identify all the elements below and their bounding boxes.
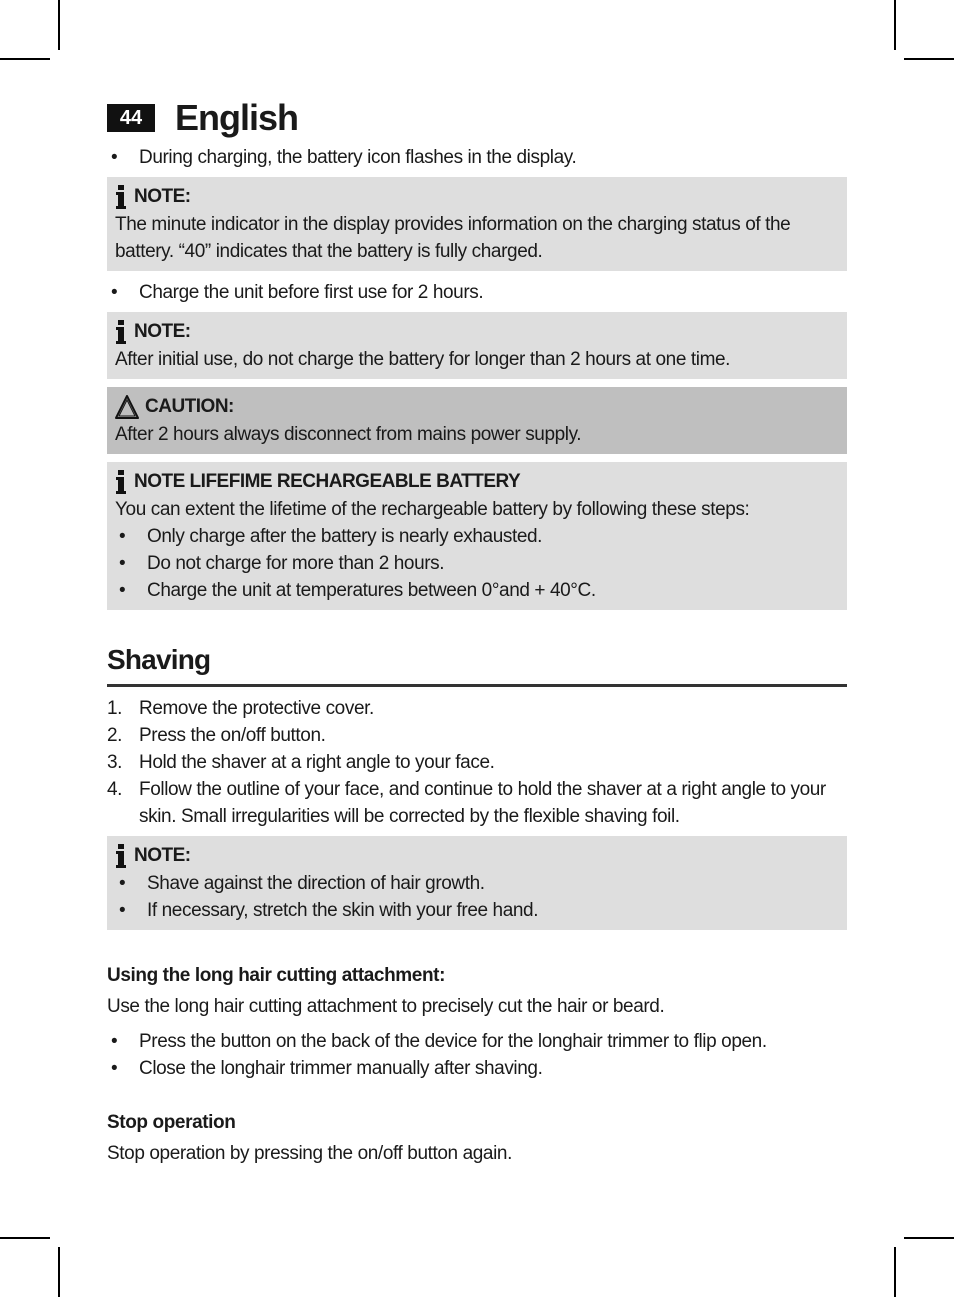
note-heading-label: NOTE: bbox=[134, 186, 191, 207]
list-item: • Charge the unit before first use for 2 hours. bbox=[107, 279, 847, 306]
page-content bbox=[107, 96, 847, 1167]
list-item: • Do not charge for more than 2 hours. bbox=[115, 550, 839, 577]
list-item bbox=[107, 776, 847, 830]
list-item: • During charging, the battery icon flashes in the display. bbox=[107, 144, 847, 171]
stop-operation-text: Stop operation by pressing the on/off button again. bbox=[107, 1143, 512, 1164]
crop-mark bbox=[0, 1237, 50, 1239]
step-number: 3. bbox=[107, 752, 123, 773]
note-heading bbox=[115, 318, 839, 346]
subheading-long-hair: Using the long hair cutting attachment: bbox=[107, 965, 446, 986]
info-icon bbox=[115, 320, 127, 344]
info-icon bbox=[115, 185, 127, 209]
list-item: • Charge the unit at temperatures between 0°and + 40°C. bbox=[115, 577, 839, 604]
step-number: 2. bbox=[107, 725, 123, 746]
battery-tips-list bbox=[115, 523, 839, 604]
step-text: Remove the protective cover. bbox=[139, 698, 374, 719]
crop-mark bbox=[0, 58, 50, 60]
list-item: • Shave against the direction of hair growth. bbox=[115, 870, 839, 897]
crop-mark bbox=[58, 0, 60, 50]
step-text: Press the on/off button. bbox=[139, 725, 326, 746]
list-item: • Press the button on the back of the device for the longhair trimmer to flip open. bbox=[107, 1028, 847, 1055]
caution-heading-label: CAUTION: bbox=[145, 396, 234, 417]
step-number: 1. bbox=[107, 698, 123, 719]
note-text: You can extent the lifetime of the rechargeable battery by following these steps: bbox=[115, 499, 750, 520]
info-icon bbox=[115, 844, 127, 868]
page-title: English bbox=[175, 97, 299, 138]
info-icon bbox=[115, 470, 127, 494]
caution-box bbox=[107, 387, 847, 454]
shaving-steps-list bbox=[107, 695, 847, 830]
note-heading-label: NOTE: bbox=[134, 845, 191, 866]
note-heading bbox=[115, 468, 839, 496]
crop-mark bbox=[894, 0, 896, 50]
note-box-initial-use bbox=[107, 312, 847, 379]
crop-mark bbox=[894, 1247, 896, 1297]
caution-heading bbox=[115, 393, 839, 421]
crop-mark bbox=[904, 1237, 954, 1239]
caution-text: After 2 hours always disconnect from mains power supply. bbox=[115, 424, 582, 445]
list-item: • If necessary, stretch the skin with your free hand. bbox=[115, 897, 839, 924]
list-item bbox=[107, 749, 847, 776]
step-number: 4. bbox=[107, 779, 123, 800]
crop-mark bbox=[904, 58, 954, 60]
charge-bullet-list bbox=[107, 279, 847, 306]
step-text: Hold the shaver at a right angle to your face. bbox=[139, 752, 495, 773]
page-header bbox=[107, 96, 847, 142]
warning-triangle-icon bbox=[115, 395, 139, 419]
intro-bullet-list bbox=[107, 144, 847, 171]
list-item: • Only charge after the battery is nearly exhausted. bbox=[115, 523, 839, 550]
note-box-battery-lifetime bbox=[107, 462, 847, 610]
note-box-shaving bbox=[107, 836, 847, 930]
list-item: • Close the longhair trimmer manually after shaving. bbox=[107, 1055, 847, 1082]
list-item bbox=[107, 722, 847, 749]
section-title-shaving: Shaving bbox=[107, 642, 847, 687]
long-hair-list bbox=[107, 1028, 847, 1082]
note-heading bbox=[115, 183, 839, 211]
note-text: The minute indicator in the display provides information on the charging status of the battery. “40” indicates that the battery is fully charged. bbox=[115, 214, 791, 262]
step-text: Follow the outline of your face, and continue to hold the shaver at a right angle to your skin. Small irregularities will be corrected by the flexible shaving foil. bbox=[139, 779, 826, 827]
note-heading-label: NOTE: bbox=[134, 321, 191, 342]
list-item bbox=[107, 695, 847, 722]
crop-mark bbox=[58, 1247, 60, 1297]
note-box-charging bbox=[107, 177, 847, 271]
note-heading-label: NOTE LIFEFIME RECHARGEABLE BATTERY bbox=[134, 471, 521, 492]
note-text: After initial use, do not charge the battery for longer than 2 hours at one time. bbox=[115, 349, 731, 370]
shaving-tips-list bbox=[115, 870, 839, 924]
long-hair-text: Use the long hair cutting attachment to precisely cut the hair or beard. bbox=[107, 996, 665, 1017]
subheading-stop-operation: Stop operation bbox=[107, 1112, 236, 1133]
page-number: 44 bbox=[107, 104, 155, 132]
note-heading bbox=[115, 842, 839, 870]
